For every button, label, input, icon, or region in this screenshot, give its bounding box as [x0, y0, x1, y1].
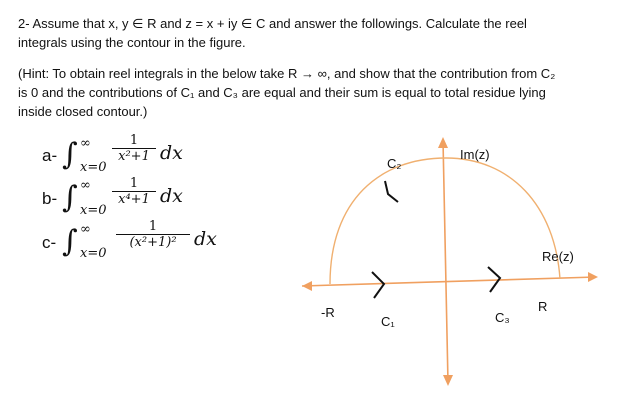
c2-direction-arrow [385, 181, 398, 202]
integral-b-differential: dx [160, 185, 183, 207]
integral-c-upper-limit: ∞ [80, 222, 91, 237]
real-axis [302, 277, 596, 286]
real-axis-left-arrowhead [302, 281, 312, 291]
integral-a-denominator: x²+1 [118, 149, 150, 164]
imaginary-axis-label: Im(z) [460, 147, 490, 162]
problem-line-1: 2- Assume that x, y ∈ R and z = x + iy ∈ C and answer the followings. Calculate the reel [18, 16, 527, 31]
c1-label: C₁ [381, 314, 395, 329]
hint-line-1: (Hint: To obtain reel integrals in the below take R → ∞, and show that the contribution from C₂ [18, 66, 556, 81]
c1-direction-arrow [372, 272, 384, 298]
imaginary-axis [443, 140, 448, 383]
integral-a-upper-limit: ∞ [80, 136, 91, 151]
integral-sign: ∫ [62, 180, 78, 215]
integral-sign: ∫ [62, 224, 78, 259]
real-axis-right-arrowhead [588, 272, 598, 282]
integral-a-label: a- [42, 146, 58, 165]
problem-line-2: integrals using the contour in the figure. [18, 35, 246, 50]
integral-sign: ∫ [62, 137, 78, 172]
imaginary-axis-bottom-arrowhead [443, 375, 453, 386]
integral-b-lower-limit: x=0 [80, 203, 107, 218]
integral-c-lower-limit: x=0 [80, 246, 107, 261]
integral-c-label: c- [42, 233, 57, 252]
integral-c-differential: dx [194, 228, 217, 250]
integral-c-numerator: 1 [148, 219, 158, 234]
real-axis-label: Re(z) [542, 249, 574, 264]
hint-line-3: inside closed contour.) [18, 104, 148, 119]
integral-b-numerator: 1 [129, 176, 139, 191]
integral-a-lower-limit: x=0 [80, 160, 107, 175]
integral-b-upper-limit: ∞ [80, 178, 91, 193]
c2-label: C₂ [387, 156, 402, 171]
integral-b-label: b- [42, 189, 58, 208]
R-label: R [538, 299, 548, 314]
integral-b-denominator: x⁴+1 [118, 192, 150, 207]
neg-R-label: -R [321, 305, 335, 320]
integral-a-numerator: 1 [129, 133, 139, 148]
c3-label: C₃ [495, 310, 510, 325]
integral-a-differential: dx [160, 142, 183, 164]
imaginary-axis-top-arrowhead [438, 137, 448, 148]
integral-c-denominator: (x²+1)² [129, 235, 177, 250]
hint-line-2: is 0 and the contributions of C₁ and C₃ are equal and their sum is equal to total residue lying [18, 85, 546, 100]
